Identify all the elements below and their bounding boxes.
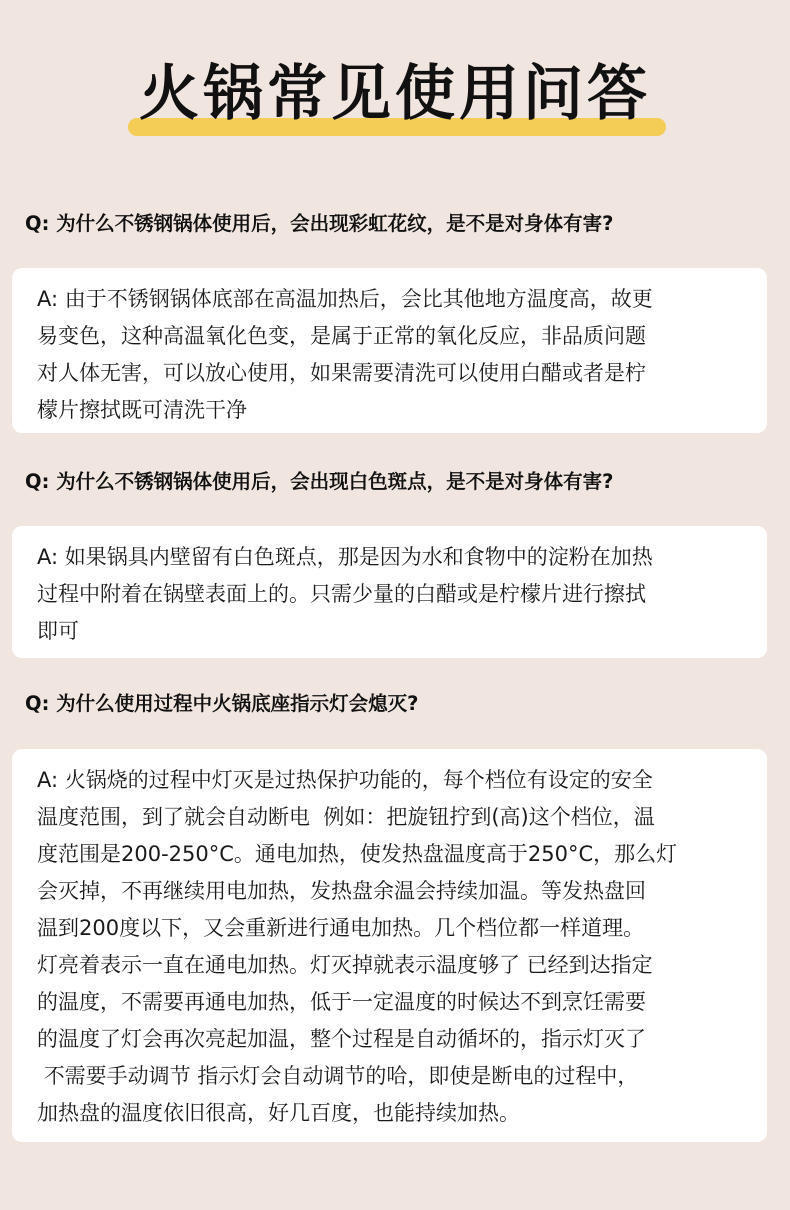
answer-3: A: 火锅烧的过程中灯灭是过热保护功能的，每个档位有设定的安全 温度范围，到了就会自动断电 例如：把旋钮拧到(高)这个档位，温 度范围是200-250°C。通电加热，使发热盘温度高于250°C，那么灯 会灭掉，不再继续用电加热，发热盘余温会持续加温。等发热盘回 温到200度以下，又会重新进行通电加热。几个档位都一样道理。 灯亮着表示一直在通电加热。灯灭掉就表示温度够了 已经到达指定 的温度，不需要再通电加热，低于一定温度的时候达不到烹饪需要 的温度了灯会再次亮起加温，整个过程是自动循坏的，指示灯灭了 不需要手动调节 指示灯会自动调节的哈，即使是断电的过程中， 加热盘的温度依旧很高，好几百度，也能持续加热。	[37, 768, 678, 1125]
answer-card-2	[12, 526, 767, 658]
page-title: 火锅常见使用问答	[139, 59, 651, 129]
answer-card-3	[12, 749, 767, 1142]
question-3: Q: 为什么使用过程中火锅底座指示灯会熄灭?	[25, 692, 419, 715]
question-1: Q: 为什么不锈钢锅体使用后，会出现彩虹花纹，是不是对身体有害?	[25, 212, 614, 235]
answer-2: A: 如果锅具内壁留有白色斑点，那是因为水和食物中的淀粉在加热 过程中附着在锅壁表面上的。只需少量的白醋或是柠檬片进行擦拭 即可	[37, 545, 653, 643]
answer-1: A: 由于不锈钢锅体底部在高温加热后，会比其他地方温度高，故更 易变色，这种高温氧化色变，是属于正常的氧化反应，非品质问题 对人体无害，可以放心使用，如果需要清洗可以使用白醋或者是柠 檬片擦拭既可清洗干净	[37, 287, 653, 422]
question-2: Q: 为什么不锈钢锅体使用后，会出现白色斑点，是不是对身体有害?	[25, 470, 614, 493]
title-block	[0, 52, 790, 152]
answer-card-1	[12, 268, 767, 433]
